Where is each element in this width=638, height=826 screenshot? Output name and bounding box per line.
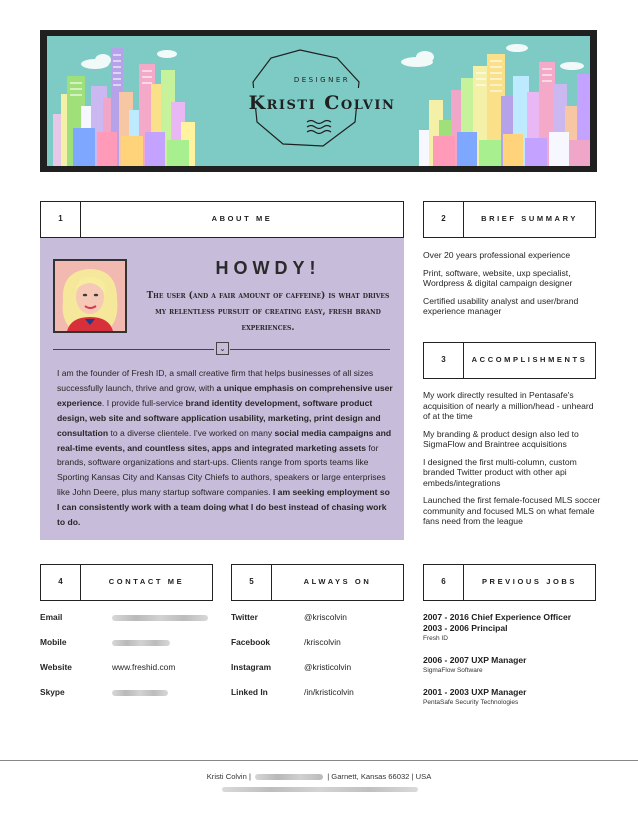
section-number: 6 xyxy=(424,565,464,600)
about-body-segment: social media campaigns and real-time events, and countless sites, apps and integrated marketing assets xyxy=(57,427,392,453)
section-header-contact xyxy=(40,564,213,601)
divider-line xyxy=(230,349,390,350)
footer-separator: | xyxy=(248,772,251,781)
section-header-accomplishments xyxy=(423,342,596,379)
about-body-segment: a unique emphasis on comprehensive user experience xyxy=(57,382,393,408)
redacted-address xyxy=(255,774,323,780)
contact-website-label: Website xyxy=(40,662,72,672)
accomplishment-item: My work directly resulted in Pentasafe's acquisition of nearly a million/head - unheard of at the time xyxy=(423,390,594,421)
footer-separator: | xyxy=(411,772,414,781)
chevron-down-icon: ⌄ xyxy=(216,342,229,355)
contact-skype-label: Skype xyxy=(40,687,65,697)
about-body-segment: I am seeking employment so I can consistently work with a team doing what I do best instead of chasing work to do. xyxy=(57,487,390,528)
accomplishment-item: I designed the first multi-column, custom branded Twitter product with other api embeds/integrations xyxy=(423,456,577,488)
about-body-segment: . I provide full-service xyxy=(101,397,186,408)
about-body-segment: for brands, software organizations and start-ups. Clients range from sports teams like Sporting Kansas City and Kansas City Chiefs to authors, speakers or large enterprises like John Deere, plus many startup software companies. xyxy=(57,442,386,498)
facebook-label: Facebook xyxy=(231,637,271,647)
footer-separator: | xyxy=(327,772,330,781)
profile-photo xyxy=(53,259,127,333)
social-linkedin-row xyxy=(231,687,406,699)
section-title: CONTACT ME xyxy=(108,577,185,586)
facebook-handle-link[interactable]: /kriscolvin xyxy=(304,637,341,647)
section-title: PREVIOUS JOBS xyxy=(481,577,578,586)
redacted-skype xyxy=(112,690,168,696)
section-title: ABOUT ME xyxy=(211,214,273,223)
job-entry xyxy=(423,612,571,644)
website-link[interactable]: www.freshid.com xyxy=(112,662,176,672)
section-header-always-on xyxy=(231,564,404,601)
twitter-handle-link[interactable]: @kriscolvin xyxy=(304,612,347,622)
logo-role-text: DESIGNER xyxy=(293,76,351,84)
contact-mobile-label: Mobile xyxy=(40,637,67,647)
section-number: 2 xyxy=(424,202,464,237)
footer-divider xyxy=(0,760,638,761)
redacted-footer-details xyxy=(222,787,418,792)
section-title: ALWAYS ON xyxy=(303,577,372,586)
accomplishment-item: My branding & product design also led to SigmaFlow and Braintree acquisitions xyxy=(423,428,579,449)
section-number: 3 xyxy=(424,343,464,378)
summary-list xyxy=(423,250,595,324)
social-twitter-row xyxy=(231,612,406,624)
logo-name-text: Kristi Colvin xyxy=(248,92,396,114)
designer-logo xyxy=(237,50,407,158)
job-company: SigmaFlow Software xyxy=(423,667,483,674)
banner-sky xyxy=(47,36,590,166)
about-heading: HOWDY! xyxy=(215,258,321,278)
twitter-label: Twitter xyxy=(231,612,258,622)
redacted-phone xyxy=(112,640,170,646)
contact-website-row xyxy=(40,662,220,674)
footer-location: Garnett, Kansas 66032 xyxy=(331,772,410,781)
contact-email-row xyxy=(40,612,220,624)
linkedin-handle-link[interactable]: /in/kristicolvin xyxy=(304,687,354,697)
social-facebook-row xyxy=(231,637,406,649)
redacted-email xyxy=(112,615,208,621)
footer-country: USA xyxy=(415,772,432,781)
footer-contact-line xyxy=(0,772,638,781)
section-header-about xyxy=(40,201,404,238)
job-title-line: 2006 - 2007 UXP Manager xyxy=(423,655,527,665)
header-banner xyxy=(40,30,597,172)
summary-item: Certified usability analyst and user/brand experience manager xyxy=(423,295,579,316)
instagram-handle-link[interactable]: @kristicolvin xyxy=(304,662,352,672)
section-number: 1 xyxy=(41,202,81,237)
linkedin-label: Linked In xyxy=(231,687,268,697)
summary-item: Over 20 years professional experience xyxy=(423,250,571,260)
section-title: ACCOMPLISHMENTS xyxy=(471,355,588,364)
summary-item: Print, software, website, uxp specialist, Wordpress & digital campaign designer xyxy=(423,267,573,288)
divider-line xyxy=(53,349,214,350)
job-company: PentaSafe Security Technologies xyxy=(423,699,519,706)
accomplishment-item: Launched the first female-focused MLS soccer community and focused MLS on what female fans need from the league xyxy=(423,495,601,526)
section-header-summary xyxy=(423,201,596,238)
contact-email-label: Email xyxy=(40,612,63,622)
section-header-jobs xyxy=(423,564,596,601)
contact-mobile-row xyxy=(40,637,220,649)
job-company: Fresh ID xyxy=(423,635,448,642)
job-title-line: 2003 - 2006 Principal xyxy=(423,623,508,633)
section-number: 4 xyxy=(41,565,81,600)
about-panel xyxy=(40,238,404,540)
job-title-line: 2001 - 2003 UXP Manager xyxy=(423,687,527,697)
accomplishments-list xyxy=(423,390,601,534)
footer-name: Kristi Colvin xyxy=(206,772,247,781)
section-title: BRIEF SUMMARY xyxy=(481,214,578,223)
job-title-line: 2007 - 2016 Chief Experience Officer xyxy=(423,612,572,622)
job-entry xyxy=(423,687,527,708)
about-tagline: The user (and a fair amount of caffeine) is what drives my relentless pursuit of creating easy, fresh brand experiences. xyxy=(146,291,390,333)
contact-skype-row xyxy=(40,687,220,699)
social-instagram-row xyxy=(231,662,406,674)
about-body-segment: I am the founder of Fresh ID, a small creative firm that helps businesses of all sizes successfully launch, thrive and grow, with xyxy=(57,368,374,393)
section-number: 5 xyxy=(232,565,272,600)
about-body-segment: to a diverse clientele. I've worked on many xyxy=(108,427,275,438)
job-entry xyxy=(423,655,527,676)
instagram-label: Instagram xyxy=(231,662,272,672)
about-body-text xyxy=(57,366,393,530)
about-body-segment: brand identity development, software product design, web site and software application usability, marketing, print design and consultation xyxy=(57,397,381,438)
